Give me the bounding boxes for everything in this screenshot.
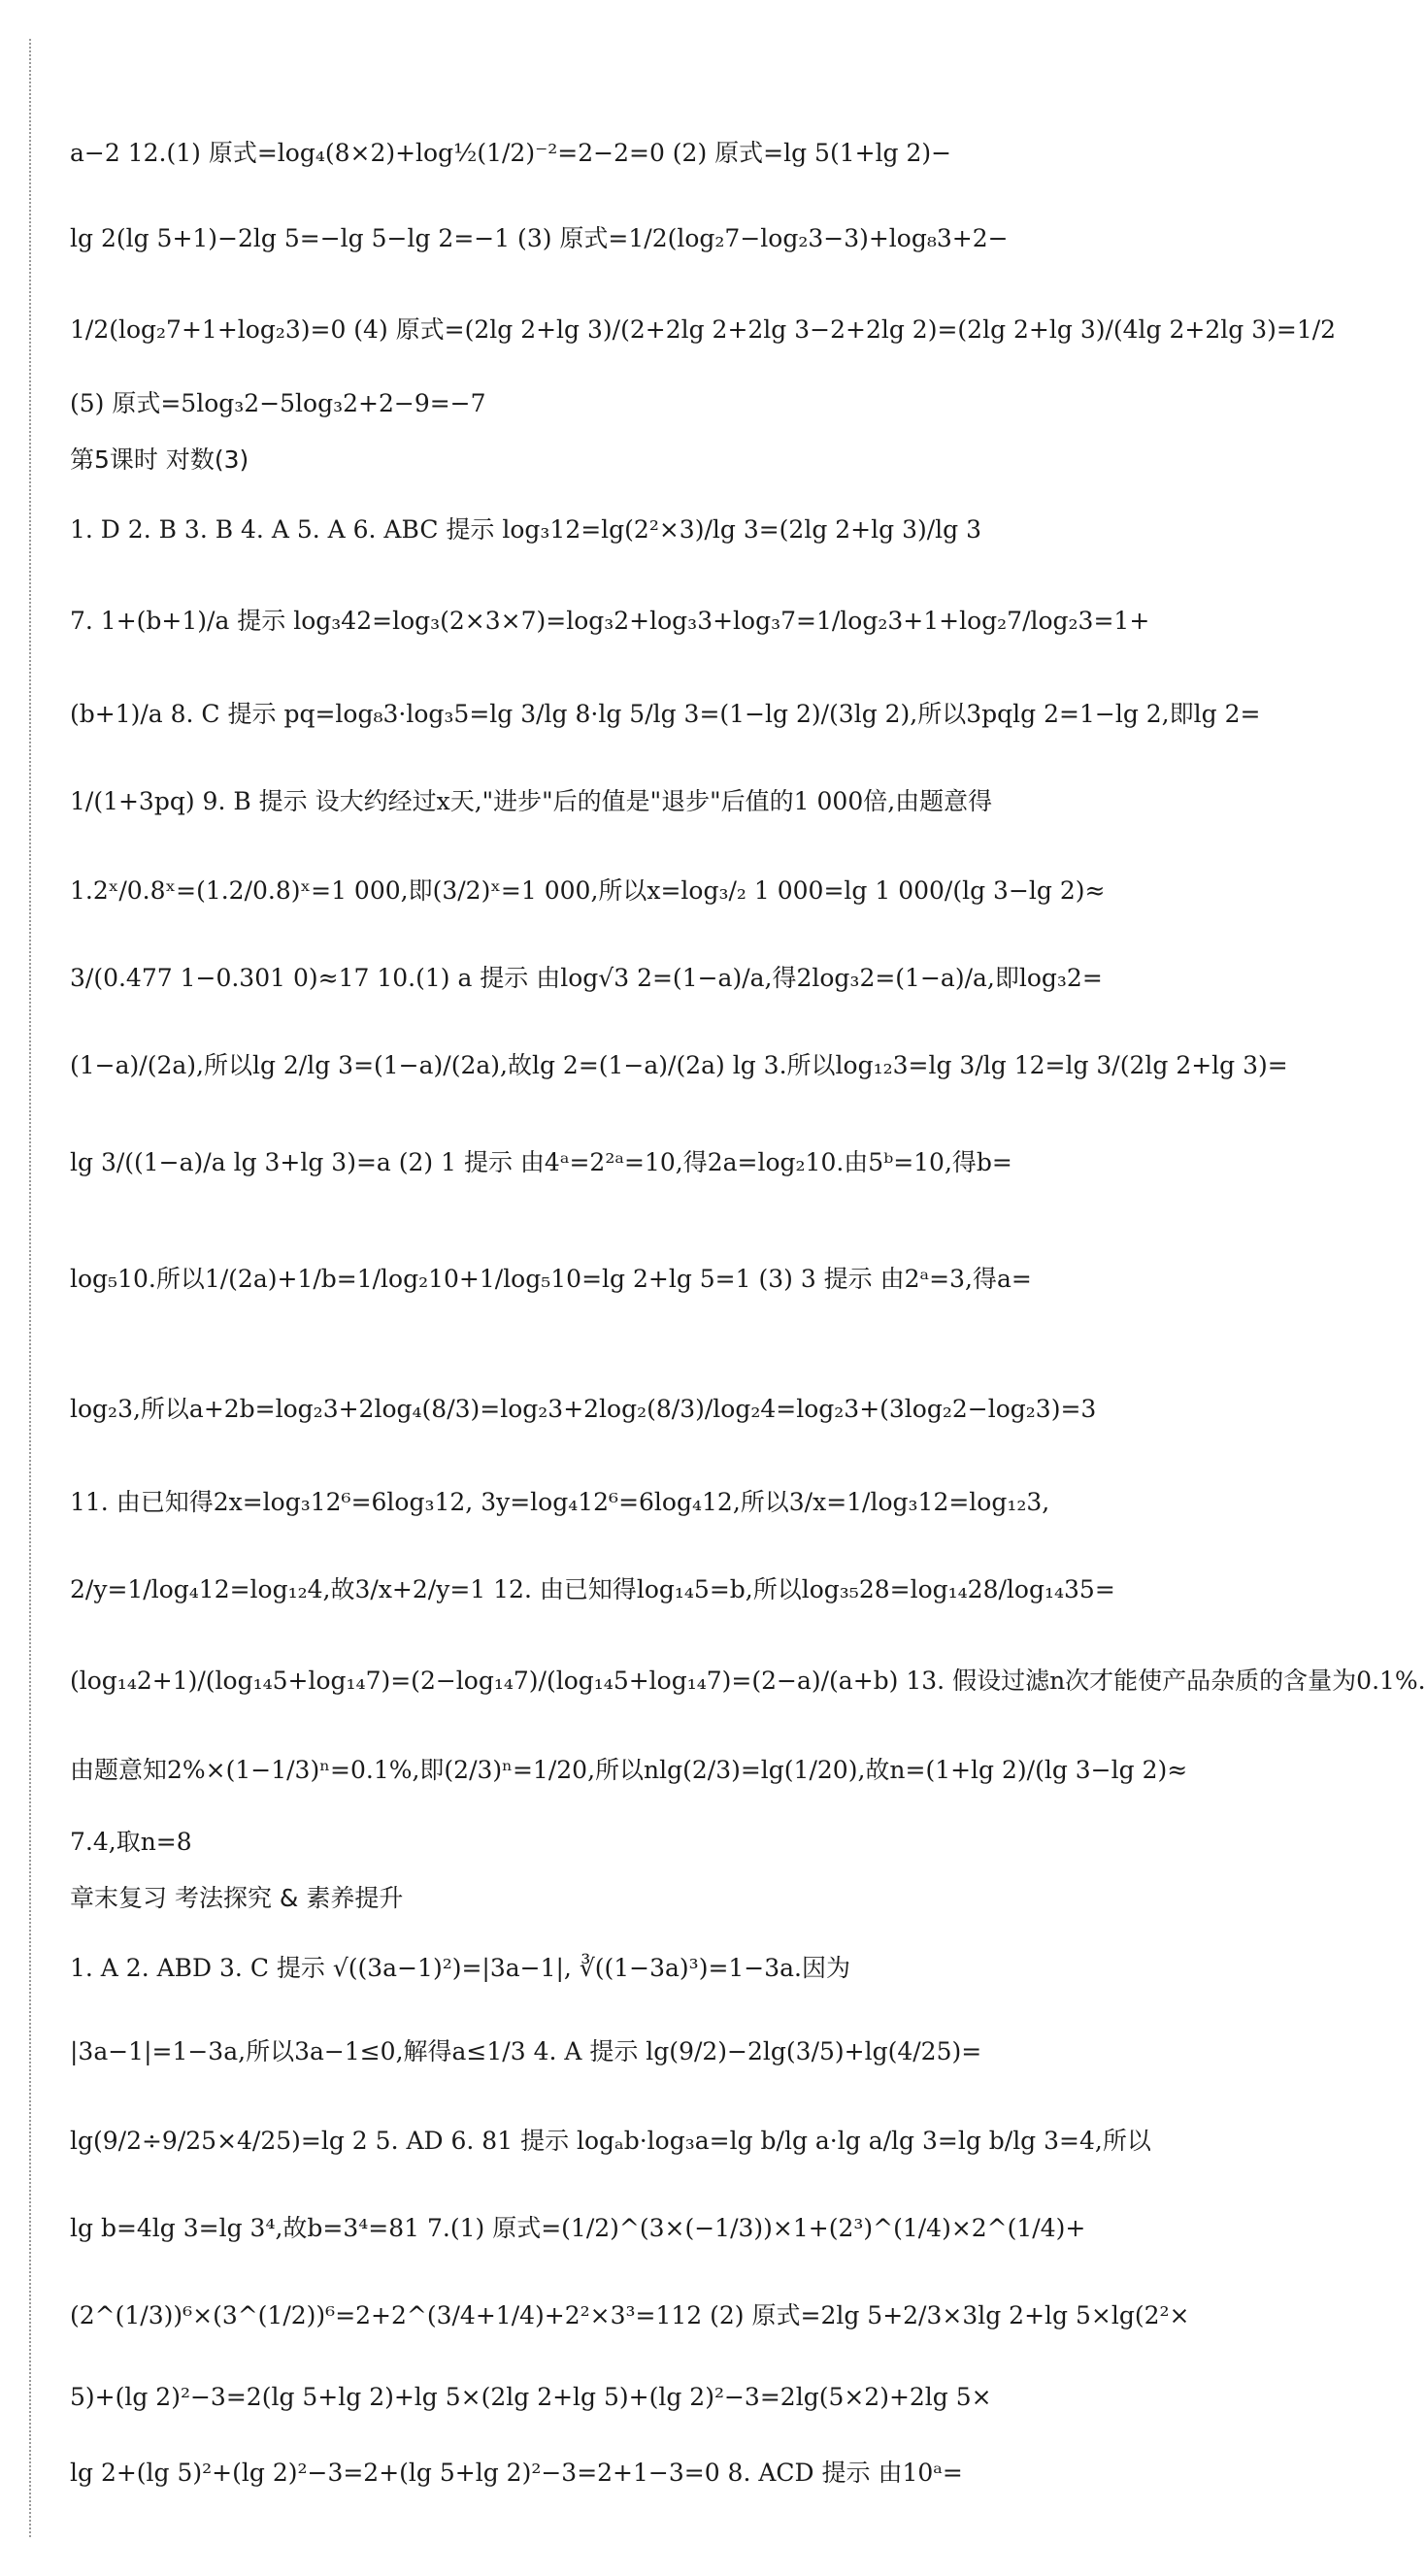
text-line: 1/(1+3pq) 9. B 提示 设大约经过x天,"进步"后的值是"退步"后值的1 000倍,由题意得 [70, 787, 993, 815]
text-line: 3/(0.477 1−0.301 0)≈17 10.(1) a 提示 由log√3 2=(1−a)/a,得2log₃2=(1−a)/a,即log₃2= [70, 964, 1103, 992]
text-line: 7.4,取n=8 [70, 1828, 192, 1856]
section-heading-lesson-5: 第5课时 对数(3) [70, 446, 249, 474]
text-line: 1. A 2. ABD 3. C 提示 √((3a−1)²)=|3a−1|, ∛((1−3a)³)=1−3a.因为 [70, 1954, 851, 1982]
dotted-margin-line [29, 39, 31, 2537]
text-line: a−2 12.(1) 原式=log₄(8×2)+log½(1/2)⁻²=2−2=0 (2) 原式=lg 5(1+lg 2)− [70, 139, 952, 167]
text-line: lg b=4lg 3=lg 3⁴,故b=3⁴=81 7.(1) 原式=(1/2)^(3×(−1/3))×1+(2³)^(1/4)×2^(1/4)+ [70, 2214, 1086, 2242]
text-line: (1−a)/(2a),所以lg 2/lg 3=(1−a)/(2a),故lg 2=(1−a)/(2a) lg 3.所以log₁₂3=lg 3/lg 12=lg 3/(2lg 2+lg 3)= [70, 1051, 1288, 1079]
text-line: lg(9/2÷9/25×4/25)=lg 2 5. AD 6. 81 提示 logₐb·log₃a=lg b/lg a·lg a/lg 3=lg b/lg 3=4,所以 [70, 2127, 1151, 2155]
text-line: 1.2ˣ/0.8ˣ=(1.2/0.8)ˣ=1 000,即(3/2)ˣ=1 000,所以x=log₃/₂ 1 000=lg 1 000/(lg 3−lg 2)≈ [70, 876, 1106, 905]
text-line: 7. 1+(b+1)/a 提示 log₃42=log₃(2×3×7)=log₃2+log₃3+log₃7=1/log₂3+1+log₂7/log₂3=1+ [70, 607, 1150, 635]
text-line: lg 2(lg 5+1)−2lg 5=−lg 5−lg 2=−1 (3) 原式=1/2(log₂7−log₂3−3)+log₈3+2− [70, 224, 1009, 252]
text-line: 11. 由已知得2x=log₃12⁶=6log₃12, 3y=log₄12⁶=6log₄12,所以3/x=1/log₃12=log₁₂3, [70, 1488, 1050, 1516]
text-line: (5) 原式=5log₃2−5log₃2+2−9=−7 [70, 389, 486, 417]
text-line: lg 3/((1−a)/a lg 3+lg 3)=a (2) 1 提示 由4ᵃ=2²ᵃ=10,得2a=log₂10.由5ᵇ=10,得b= [70, 1148, 1012, 1176]
text-line: 由题意知2%×(1−1/3)ⁿ=0.1%,即(2/3)ⁿ=1/20,所以nlg(2/3)=lg(1/20),故n=(1+lg 2)/(lg 3−lg 2)≈ [70, 1756, 1188, 1784]
text-line: 1/2(log₂7+1+log₂3)=0 (4) 原式=(2lg 2+lg 3)/(2+2lg 2+2lg 3−2+2lg 2)=(2lg 2+lg 3)/(4lg 2+2lg 3)=1/2 [70, 315, 1337, 344]
text-line: log₂3,所以a+2b=log₂3+2log₄(8/3)=log₂3+2log₂(8/3)/log₂4=log₂3+(3log₂2−log₂3)=3 [70, 1395, 1097, 1423]
text-line: log₅10.所以1/(2a)+1/b=1/log₂10+1/log₅10=lg 2+lg 5=1 (3) 3 提示 由2ᵃ=3,得a= [70, 1265, 1032, 1293]
section-heading-chapter-review: 章末复习 考法探究 & 素养提升 [70, 1884, 404, 1912]
text-line: |3a−1|=1−3a,所以3a−1≤0,解得a≤1/3 4. A 提示 lg(9/2)−2lg(3/5)+lg(4/25)= [70, 2037, 982, 2065]
text-line: (log₁₄2+1)/(log₁₄5+log₁₄7)=(2−log₁₄7)/(log₁₄5+log₁₄7)=(2−a)/(a+b) 13. 假设过滤n次才能使产品杂质的含量为0.1%. [70, 1667, 1426, 1695]
text-line: 2/y=1/log₄12=log₁₂4,故3/x+2/y=1 12. 由已知得log₁₄5=b,所以log₃₅28=log₁₄28/log₁₄35= [70, 1575, 1115, 1603]
text-line: (b+1)/a 8. C 提示 pq=log₈3·log₃5=lg 3/lg 8·lg 5/lg 3=(1−lg 2)/(3lg 2),所以3pqlg 2=1−lg 2,即lg 2= [70, 700, 1261, 728]
text-line: (2^(1/3))⁶×(3^(1/2))⁶=2+2^(3/4+1/4)+2²×3³=112 (2) 原式=2lg 5+2/3×3lg 2+lg 5×lg(2²× [70, 2301, 1190, 2329]
text-line: 5)+(lg 2)²−3=2(lg 5+lg 2)+lg 5×(2lg 2+lg 5)+(lg 2)²−3=2lg(5×2)+2lg 5× [70, 2383, 992, 2411]
text-line: 1. D 2. B 3. B 4. A 5. A 6. ABC 提示 log₃12=lg(2²×3)/lg 3=(2lg 2+lg 3)/lg 3 [70, 515, 982, 544]
text-line: lg 2+(lg 5)²+(lg 2)²−3=2+(lg 5+lg 2)²−3=2+1−3=0 8. ACD 提示 由10ᵃ= [70, 2459, 963, 2487]
